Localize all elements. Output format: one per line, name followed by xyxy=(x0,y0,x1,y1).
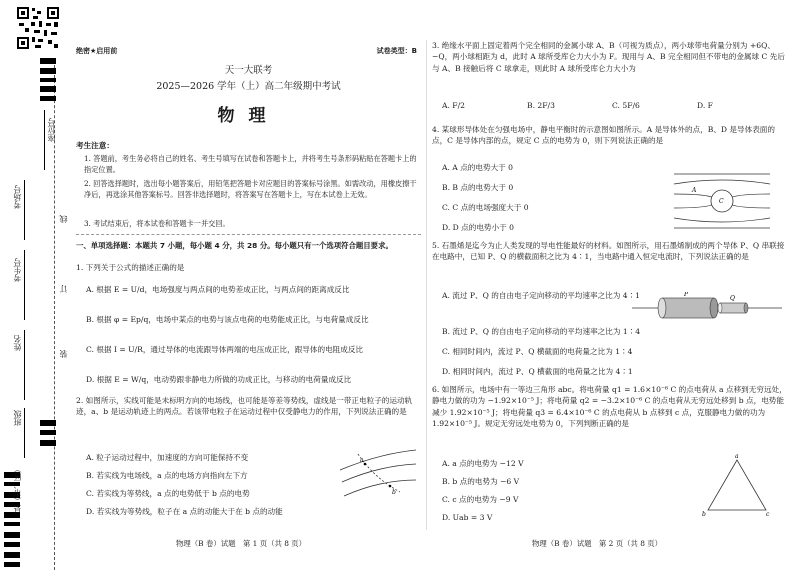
q5-conductors-figure xyxy=(632,292,782,322)
q6-option-c: C. c 点的电势为 −9 V xyxy=(442,495,519,504)
q6-option-d: D. Uab = 3 V xyxy=(442,513,493,522)
q4-option-b: B. B 点的电势大于 0 xyxy=(442,183,514,192)
fig-label-P: P xyxy=(684,292,689,298)
cut-mark-line: 线 xyxy=(59,215,68,223)
q4-option-d: D. D 点的电势小于 0 xyxy=(442,223,514,232)
notice-3: 3. 考试结束后，将本试卷和答题卡一并交回。 xyxy=(84,219,230,228)
binding-strip xyxy=(0,0,72,579)
exam-name: 2025—2026 学年（上）高二年级期中考试 xyxy=(156,81,341,92)
notice-2: 2. 回答选择题时，选出每小题答案后，用铅笔把答题卡对应题目的答案标号涂黑。如需改动，用橡皮擦干净后，再选涂其他答案标号。回答非选择题时，将答案写在答题卡上，写在本试卷上无效。 xyxy=(84,179,417,200)
exam-org: 天一大联考 xyxy=(224,65,273,76)
q6-option-a: A. a 点的电势为 −12 V xyxy=(442,459,524,468)
q3-option-c: C. 5F/6 xyxy=(612,101,640,110)
tri-label-a: a xyxy=(735,453,739,460)
q4-sphere-field-figure xyxy=(672,168,772,234)
fig-label-Q: Q xyxy=(730,295,735,302)
q5-option-a: A. 流过 P、Q 的自由电子定向移动的平均速率之比为 4∶1 xyxy=(442,291,641,300)
class-label: 班级 xyxy=(13,410,22,426)
fig-label-a: a xyxy=(360,457,364,464)
fig-label-A: A xyxy=(692,187,697,194)
tri-label-c: c xyxy=(766,511,770,518)
subject-title: 物理 xyxy=(217,106,280,126)
q3-option-b: B. 2F/3 xyxy=(527,101,555,110)
exam-room-label: 考场号 xyxy=(13,185,22,209)
fig-label-C: C xyxy=(719,198,724,205)
fig-label-b: b xyxy=(392,489,396,496)
county-label: 县（市、区） xyxy=(13,465,22,513)
q2-option-b: B. 若实线为电场线，a 点的电场方向指向左下方 xyxy=(86,471,248,480)
paper-type: 试卷类型：B xyxy=(376,47,417,55)
q1-option-b: B. 根据 φ = Ep/q，电场中某点的电势与该点电荷的电势能成正比，与电荷量成反比 xyxy=(86,315,369,324)
page-1-footer: 物理（B 卷）试题 第 1 页（共 8 页） xyxy=(176,539,307,548)
q2-option-a: A. 粒子运动过程中，加速度的方向可能保持不变 xyxy=(86,453,249,462)
column-divider xyxy=(426,40,427,530)
q1-option-d: D. 根据 E = W/q，电动势跟非静电力所做的功成正比，与移动的电荷量成反比 xyxy=(86,375,352,384)
q2-stem: 2. 如图所示，实线可能是未标明方向的电场线，也可能是等差等势线，虚线是一带正电粒子的运动轨迹，a、b 是运动轨迹上的两点。若该带电粒子在运动过程中仅受静电力的作用，下列说法正确的是 xyxy=(76,396,413,417)
secret-mark: 绝密★启用前 xyxy=(76,47,118,55)
q1-option-c: C. 根据 I = U/R，通过导体的电流跟导体两端的电压成正比，跟导体的电阻成反比 xyxy=(86,345,364,354)
q2-trajectory-figure xyxy=(338,448,418,500)
q4-option-a: A. A 点的电势大于 0 xyxy=(442,163,514,172)
q6-stem: 6. 如图所示，电场中有一等边三角形 abc。将电荷量 q1 = 1.6×10⁻⁶ C 的点电荷从 a 点移到无穷远处，静电力做的功为 −1.92×10⁻⁵ J；将电荷量 q2 = −3.2×10⁻⁶ C 的点电荷从无穷远处移到 b 点，电势能减少 1.92×10⁻⁵ J；将电荷量 q3 = 6.4×10⁻⁶ C 的点电荷从 b 点移到 c 点，克服静电力做的功为 1.92×10⁻⁵ J。规定无穷远处电势为 0，下列判断正确的是 xyxy=(432,385,787,429)
notice-1: 1. 答题前，考生务必将自己的姓名、考生号填写在试卷和答题卡上，并将考生号条形码粘贴在答题卡上的指定位置。 xyxy=(84,154,417,175)
q2-option-c: C. 若实线为等势线，a 点的电势低于 b 点的电势 xyxy=(86,489,250,498)
q3-option-a: A. F/2 xyxy=(442,101,465,110)
page-2-footer: 物理（B 卷）试题 第 2 页（共 8 页） xyxy=(532,539,663,548)
q3-stem: 3. 绝缘水平面上固定着两个完全相同的金属小球 A、B（可视为质点），两小球带电荷量分别为 +6Q、−Q，两小球相距为 d，此时 A 球所受库仑力大小为 F。现用与 A、B 完全相同但不带电的金属球 C 先后与 A、B 接触后将 C 球拿走，则此时 A 球所受库仑力大小为 xyxy=(432,41,785,73)
seat-number-label: 座位号 xyxy=(47,118,56,142)
cut-mark-bind: 订 xyxy=(59,285,68,293)
page-2 xyxy=(432,0,790,579)
candidate-number-label: 考生号 xyxy=(13,258,22,282)
q4-option-c: C. C 点的电场强度大于 0 xyxy=(442,203,529,212)
q5-option-c: C. 相同时间内，流过 P、Q 横截面的电荷量之比为 1∶4 xyxy=(442,347,633,356)
q5-option-b: B. 流过 P、Q 的自由电子定向移动的平均速率之比为 1∶4 xyxy=(442,327,641,336)
q5-stem: 5. 石墨烯是迄今为止人类发现的导电性能最好的材料。如图所示，用石墨烯制成的两个导体 P、Q 串联接在电路中，已知 P、Q 的横截面积之比为 4∶1，当电路中通入恒定电流时，下列说法正确的是 xyxy=(432,241,785,262)
q2-option-d: D. 若实线为等势线，粒子在 a 点的动能大于在 b 点的动能 xyxy=(86,507,283,516)
q6-triangle-figure xyxy=(702,452,772,518)
q1-stem: 1. 下列关于公式的描述正确的是 xyxy=(76,263,185,272)
tri-label-b: b xyxy=(702,511,706,518)
page-1 xyxy=(76,0,421,579)
q5-option-d: D. 相同时间内，流过 P、Q 横截面的电荷量之比为 4∶1 xyxy=(442,367,633,376)
name-label: 姓名 xyxy=(13,335,22,351)
q3-option-d: D. F xyxy=(697,101,713,110)
q6-option-b: B. b 点的电势为 −6 V xyxy=(442,477,520,486)
q4-stem: 4. 某球形导体处在匀强电场中，静电平衡时的示意图如图所示。A 是导体外的点，B、D 是导体表面的点，C 是导体内部的点，规定 C 点的电势为 0，则下列说法正确的是 xyxy=(432,125,775,146)
notice-title: 考生注意： xyxy=(76,141,114,150)
cut-mark-fold: 装 xyxy=(59,350,68,358)
qr-code-icon xyxy=(16,6,60,50)
q1-option-a: A. 根据 E = U/d，电场强度与两点间的电势差成正比，与两点间的距离成反比 xyxy=(86,285,350,294)
section-1-heading: 一、单项选择题：本题共 7 小题，每小题 4 分，共 28 分。每小题只有一个选项符合题目要求。 xyxy=(76,241,393,250)
